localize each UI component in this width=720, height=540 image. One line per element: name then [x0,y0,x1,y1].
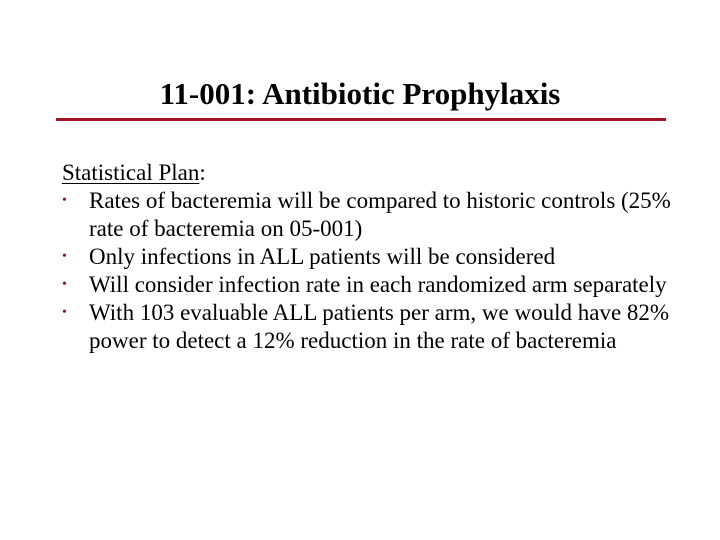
title-divider [56,118,666,121]
bullet-icon: • [62,305,67,320]
section-heading-colon: : [199,160,206,185]
slide-body [62,159,672,355]
bullet-item [62,299,672,355]
bullet-list [62,187,672,355]
bullet-text: Only infections in ALL patients will be considered [89,244,556,269]
section-heading-label: Statistical Plan [62,160,200,185]
bullet-text: Will consider infection rate in each randomized arm separately [89,272,667,297]
bullet-icon: • [62,277,67,292]
bullet-icon: • [62,193,67,208]
slide-title: 11-001: Antibiotic Prophylaxis [159,76,561,111]
bullet-item [62,271,672,299]
bullet-text: With 103 evaluable ALL patients per arm, we would have 82% power to detect a 12% reduction in the rate of bacteremia [89,300,670,353]
bullet-item [62,187,672,243]
bullet-icon: • [62,249,67,264]
section-heading [62,159,672,187]
bullet-item [62,243,672,271]
bullet-text: Rates of bacteremia will be compared to historic controls (25% rate of bacteremia on 05-001) [89,188,671,241]
